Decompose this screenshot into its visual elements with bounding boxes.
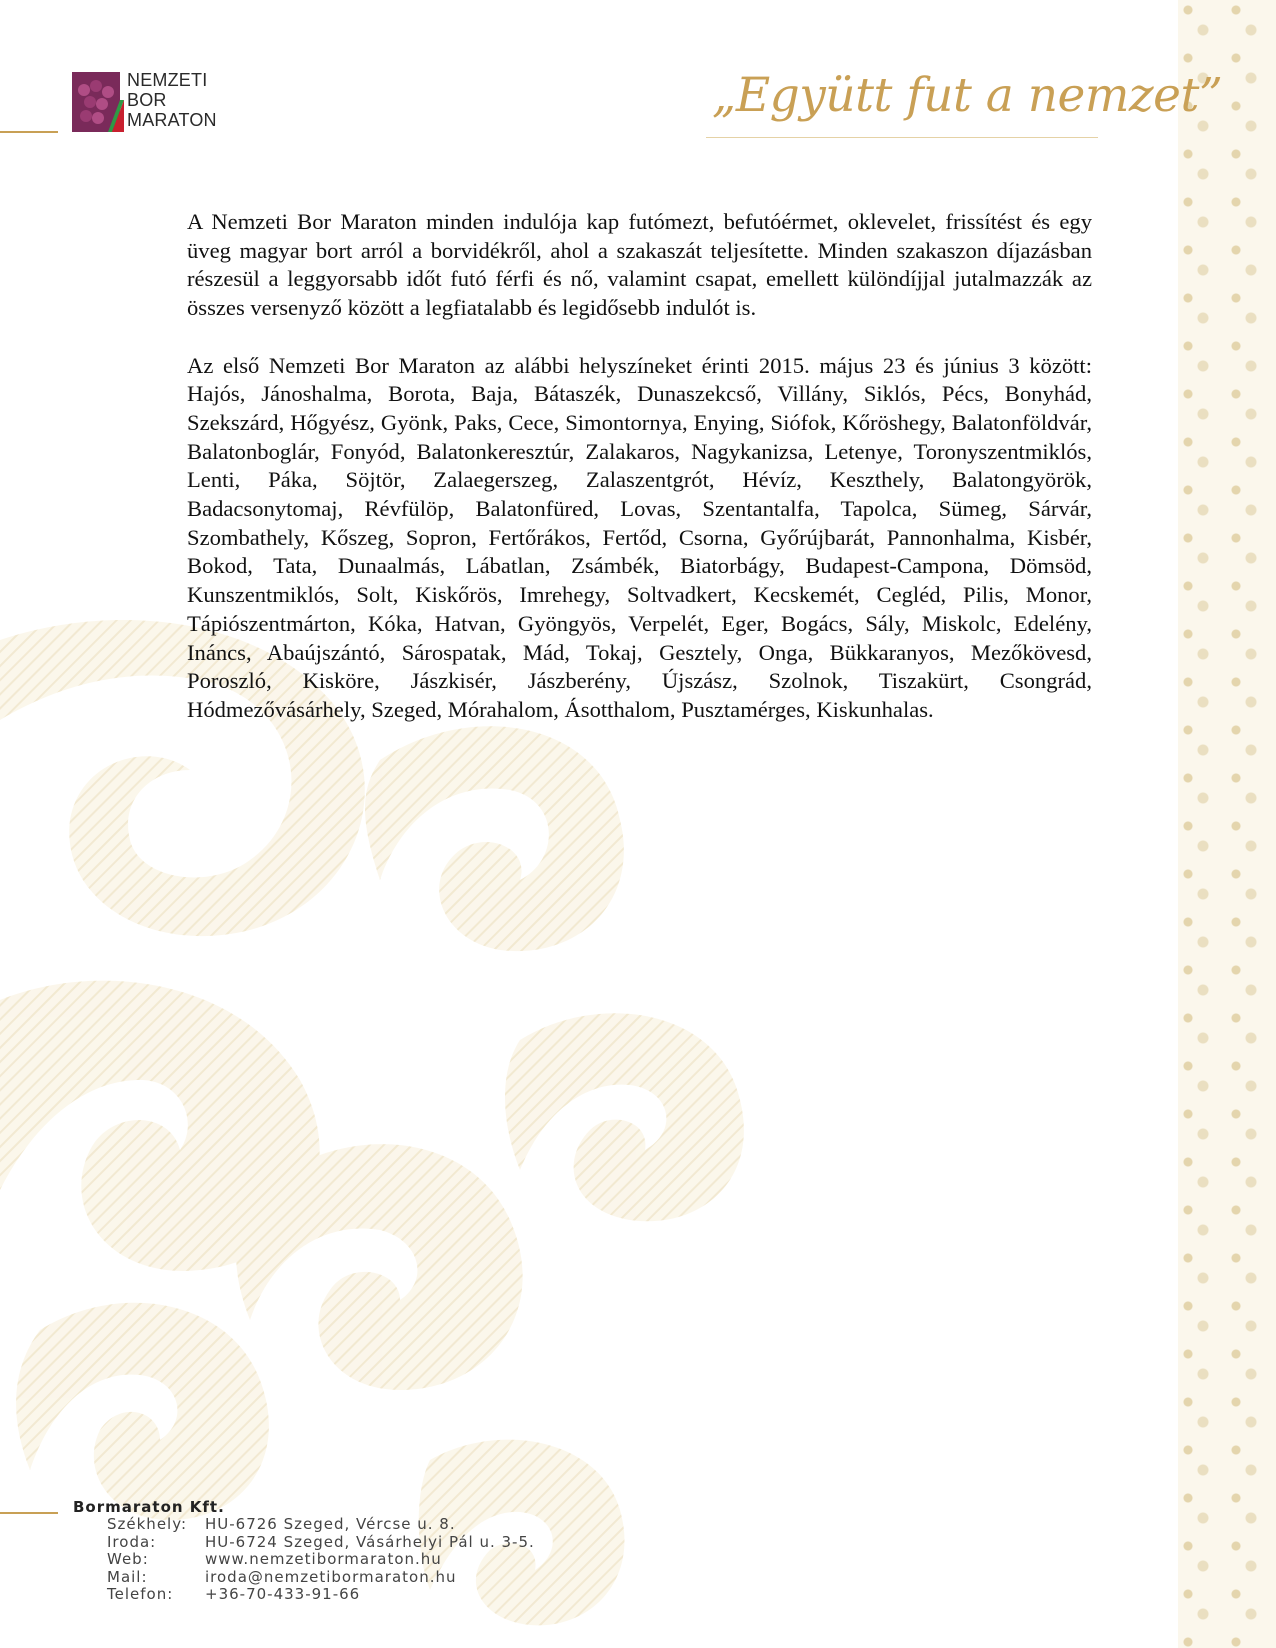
contact-row-web bbox=[107, 1551, 535, 1569]
contact-label: Web: bbox=[107, 1550, 149, 1569]
letter-body bbox=[187, 208, 1092, 753]
company-name: Bormaraton Kft. bbox=[73, 1498, 225, 1516]
logo-line-1: NEMZETI bbox=[127, 70, 208, 90]
contact-phone: +36-70-433-91-66 bbox=[205, 1585, 361, 1604]
logo-line-3: MARATON bbox=[127, 110, 217, 130]
contact-value: HU-6726 Szeged, Vércse u. 8. bbox=[205, 1515, 456, 1533]
contact-row-mail bbox=[107, 1569, 535, 1587]
contact-label: Telefon: bbox=[107, 1585, 174, 1604]
footer-rule bbox=[0, 1512, 58, 1514]
contact-email-link[interactable]: iroda@nemzetibormaraton.hu bbox=[205, 1567, 457, 1586]
contact-web-link[interactable]: www.nemzetibormaraton.hu bbox=[205, 1550, 442, 1569]
header-rule-right bbox=[706, 137, 1098, 138]
slogan: „Együtt fut a nemzet” bbox=[712, 68, 1223, 123]
contact-label: Székhely: bbox=[107, 1515, 188, 1533]
header-rule-left bbox=[0, 131, 58, 133]
contact-label: Mail: bbox=[107, 1567, 148, 1586]
nemzeti-bor-maraton-logo bbox=[72, 72, 232, 134]
logo-wordmark bbox=[127, 70, 217, 130]
logo-line-2: BOR bbox=[127, 90, 167, 110]
contact-value: HU-6724 Szeged, Vásárhelyi Pál u. 3-5. bbox=[205, 1532, 535, 1551]
grape-pattern-strip bbox=[1178, 0, 1276, 1648]
paragraph-locations: Az első Nemzeti Bor Maraton az alábbi helyszíneket érinti 2015. május 23 és június 3 között: Hajós, Jánoshalma, Borota, Baja, Bátaszék, Dunaszekcső, Villány, Siklós, Pécs, Bonyhád, Szekszárd, Hőgyész, Gyönk, Paks, Cece, Simontornya, Enying, Siófok, Kőröshegy, Balatonföldvár, Balatonboglár, Fonyód, Balatonkeresztúr, Zalakaros, Nagykanizsa, Letenye, Toronyszentmiklós, Lenti, Páka, Söjtör, Zalaegerszeg, Zalaszentgrót, Hévíz, Keszthely, Balatongyörök, Badacsonytomaj, Révfülöp, Balatonfüred, Lovas, Szentantalfa, Tapolca, Sümeg, Sárvár, Szombathely, Kőszeg, Sopron, Fertőrákos, Fertőd, Csorna, Győrújbarát, Pannonhalma, Kisbér, Bokod, Tata, Dunaalmás, Lábatlan, Zsámbék, Biatorbágy, Budapest-Campona, Dömsöd, Kunszentmiklós, Solt, Kiskőrös, Imrehegy, Soltvadkert, Kecskemét, Cegléd, Pilis, Monor, Tápiószentmárton, Kóka, Hatvan, Gyöngyös, Verpelét, Eger, Bogács, Sály, Miskolc, Edelény, Ináncs, Abaújszántó, Sárospatak, Mád, Tokaj, Gesztely, Onga, Bükkaranyos, Mezőkövesd, Poroszló, Kisköre, Jászkisér, Jászberény, Újszász, Szolnok, Tiszakürt, Csongrád, Hódmezővásárhely, Szeged, Mórahalom, Ásotthalom, Pusztamérges, Kiskunhalas. bbox=[187, 352, 1092, 722]
grape-logo-icon bbox=[72, 72, 124, 132]
contact-block bbox=[107, 1516, 535, 1604]
contact-row-office bbox=[107, 1534, 535, 1552]
contact-row-seat bbox=[107, 1516, 535, 1534]
paragraph-prizes: A Nemzeti Bor Maraton minden indulója kap futómezt, befutóérmet, oklevelet, frissítést és egy üveg magyar bort arról a borvidékről, ahol a szakaszát teljesítette. Minden szakaszon díjazásban részesül a leggyorsabb időt futó férfi és nő, valamint csapat, emellett különdíjjal jutalmazzák az összes versenyző között a legfiatalabb és legidősebb indulót is. bbox=[187, 209, 1092, 321]
contact-label: Iroda: bbox=[107, 1532, 157, 1551]
contact-row-phone bbox=[107, 1586, 535, 1604]
